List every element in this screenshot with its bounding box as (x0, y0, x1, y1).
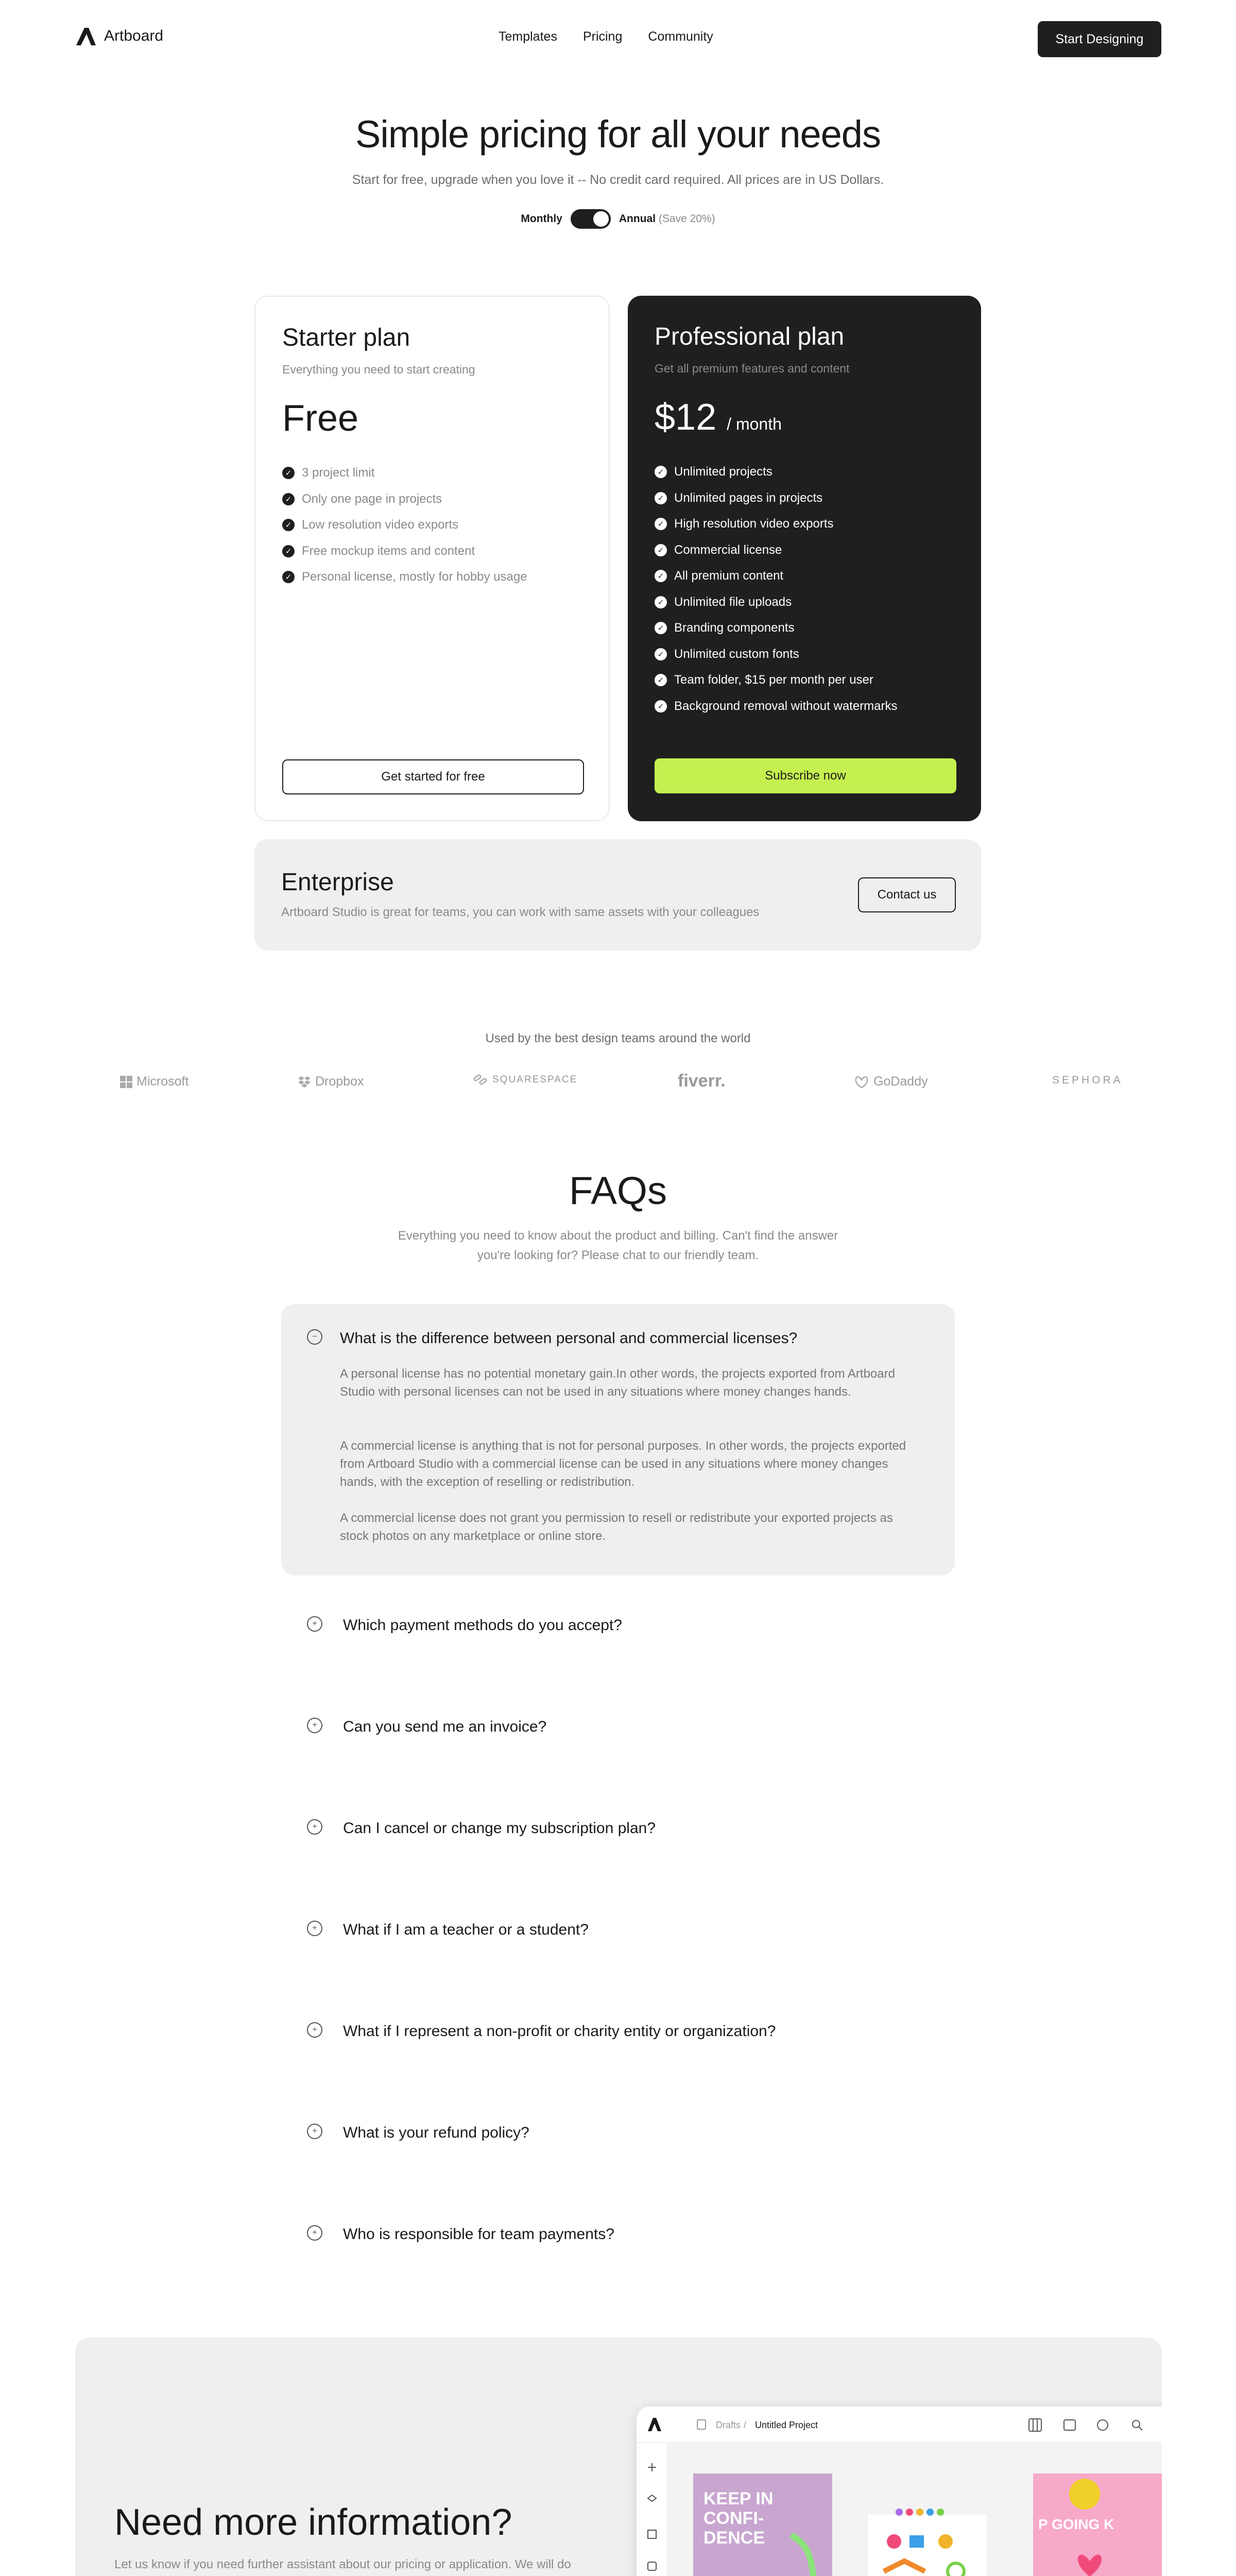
faq-question[interactable]: Which payment methods do you accept? (343, 1617, 622, 1634)
faq-question[interactable]: What if I represent a non-profit or charity entity or organization? (343, 2023, 776, 2040)
enterprise-card (254, 839, 981, 951)
feature-item: ✓ Free mockup items and content (282, 538, 527, 565)
svg-text:CONFI-: CONFI- (703, 2509, 764, 2528)
starter-plan-card (254, 296, 610, 821)
collapse-icon[interactable]: − (307, 1329, 322, 1345)
check-icon: ✓ (282, 545, 295, 557)
page-title: Simple pricing for all your needs (355, 113, 881, 156)
check-icon: ✓ (655, 544, 667, 556)
feature-item: ✓ Unlimited pages in projects (655, 485, 898, 512)
expand-icon[interactable]: + (307, 2124, 322, 2139)
faq-answer-paragraph: A commercial license does not grant you permission to resell or redistribute your exported projects as stock photos on any marketplace or online store. (340, 1511, 893, 1543)
feature-item: ✓ Team folder, $15 per month per user (655, 667, 898, 693)
check-icon: ✓ (655, 518, 667, 530)
feature-item: ✓ Low resolution video exports (282, 512, 527, 538)
check-icon: ✓ (655, 700, 667, 713)
faq-item[interactable] (281, 1708, 955, 1749)
check-icon: ✓ (282, 493, 295, 505)
dropbox-icon (298, 1076, 311, 1088)
expand-icon[interactable]: + (307, 1718, 322, 1733)
svg-text:DENCE: DENCE (703, 2528, 765, 2548)
feature-item: ✓ Background removal without watermarks (655, 693, 898, 720)
subscribe-now-button[interactable]: Subscribe now (655, 758, 956, 793)
check-icon: ✓ (655, 596, 667, 608)
toggle-monthly-label: Monthly (521, 213, 562, 225)
svg-text:/: / (744, 2420, 747, 2430)
expand-icon[interactable]: + (307, 1819, 322, 1835)
page-subtitle: Start for free, upgrade when you love it -- No credit card required. All prices are in US Dollars. (352, 173, 884, 187)
check-icon: ✓ (655, 648, 667, 660)
pro-subtitle: Get all premium features and content (655, 362, 850, 375)
faq-item[interactable] (281, 1911, 955, 1952)
faq-item[interactable] (281, 2114, 955, 2155)
pro-period: / month (727, 415, 782, 433)
faq-item-expanded[interactable] (281, 1304, 955, 1575)
nav-link-community[interactable]: Community (648, 29, 713, 44)
professional-plan-card (628, 296, 981, 821)
feature-item: ✓ Branding components (655, 615, 898, 641)
svg-text:Untitled Project: Untitled Project (755, 2420, 818, 2430)
feature-item: ✓ Unlimited file uploads (655, 589, 898, 616)
nav-links (499, 29, 713, 44)
check-icon: ✓ (282, 519, 295, 531)
feature-item: ✓ Personal license, mostly for hobby usage (282, 564, 527, 590)
brands-heading: Used by the best design teams around the world (485, 1031, 751, 1045)
faq-question[interactable]: What is the difference between personal and commercial licenses? (340, 1330, 798, 1347)
starter-price: Free (282, 398, 359, 439)
brand-logo[interactable] (75, 26, 163, 46)
sticker-sheet (868, 2515, 987, 2576)
faq-title: FAQs (569, 1169, 667, 1213)
artboard-logo-icon (75, 26, 97, 46)
feature-item: ✓ All premium content (655, 563, 898, 589)
check-icon: ✓ (282, 467, 295, 479)
pro-price: $12 / month (655, 397, 782, 438)
faq-answer-paragraph: A commercial license is anything that is not for personal purposes. In other words, the projects exported from Artboard Studio with a commercial license can be used in any situations where money changes hands, with the exception of reselling or redistribution. (340, 1439, 906, 1489)
dropbox-logo: Dropbox (298, 1074, 364, 1089)
top-nav (0, 0, 1236, 77)
microsoft-icon (120, 1076, 132, 1088)
billing-toggle (0, 209, 1236, 229)
feature-item: ✓ Commercial license (655, 537, 898, 564)
sephora-logo: SEPHORA (1052, 1074, 1123, 1086)
faq-item[interactable] (281, 2215, 955, 2257)
pro-features (655, 459, 898, 719)
pro-title: Professional plan (655, 323, 845, 350)
faq-item[interactable] (281, 2012, 955, 2054)
app-preview (637, 2406, 1162, 2576)
faq-subtitle: Everything you need to know about the product and billing. Can't find the answer you're looking for? Please chat to our friendly team. (398, 1229, 838, 1262)
faq-question[interactable]: Can you send me an invoice? (343, 1718, 547, 1735)
side-tools (648, 2463, 657, 2576)
brand-name: Artboard (104, 27, 164, 44)
faq-item[interactable] (281, 1809, 955, 1851)
faq-question[interactable]: Can I cancel or change my subscription plan? (343, 1820, 656, 1837)
feature-item: ✓ 3 project limit (282, 460, 527, 486)
faq-question[interactable]: What is your refund policy? (343, 2124, 529, 2141)
check-icon: ✓ (655, 622, 667, 634)
check-icon: ✓ (655, 492, 667, 504)
contact-us-button[interactable]: Contact us (858, 877, 956, 912)
check-icon: ✓ (282, 571, 295, 583)
billing-switch[interactable] (571, 209, 611, 229)
squarespace-icon (473, 1074, 488, 1086)
toggle-annual-label: Annual (619, 213, 656, 225)
expand-icon[interactable]: + (307, 1921, 322, 1936)
expand-icon[interactable]: + (307, 2225, 322, 2241)
nav-link-templates[interactable]: Templates (499, 29, 557, 44)
enterprise-title: Enterprise (281, 869, 394, 896)
faq-item[interactable] (281, 1606, 955, 1648)
expand-icon[interactable]: + (307, 2022, 322, 2038)
feature-item: ✓ Unlimited custom fonts (655, 641, 898, 668)
svg-text:P GOING K: P GOING K (1038, 2516, 1114, 2532)
start-designing-button[interactable]: Start Designing (1038, 21, 1161, 57)
godaddy-icon (854, 1075, 869, 1089)
faq-question[interactable]: What if I am a teacher or a student? (343, 1921, 589, 1938)
nav-link-pricing[interactable]: Pricing (582, 29, 623, 44)
squarespace-logo: SQUARESPACE (473, 1074, 577, 1086)
check-icon: ✓ (655, 570, 667, 582)
enterprise-subtitle: Artboard Studio is great for teams, you can work with same assets with your colleagues (281, 905, 760, 919)
starter-features (282, 460, 527, 590)
faq-question[interactable]: Who is responsible for team payments? (343, 2226, 614, 2243)
expand-icon[interactable]: + (307, 1616, 322, 1632)
microsoft-logo: Microsoft (120, 1074, 188, 1089)
feature-item: ✓ Unlimited projects (655, 459, 898, 485)
get-started-free-button[interactable]: Get started for free (282, 759, 584, 794)
svg-text:KEEP IN: KEEP IN (703, 2489, 774, 2509)
svg-text:Drafts: Drafts (716, 2420, 741, 2430)
cta-title: Need more information? (114, 2502, 512, 2543)
cta-section (75, 2337, 1162, 2576)
cta-text: Let us know if you need further assistant about our pricing or application. We will do (114, 2557, 571, 2571)
check-icon: ✓ (655, 466, 667, 478)
starter-title: Starter plan (282, 324, 410, 351)
fiverr-logo: fiverr. (678, 1071, 726, 1091)
save-note: (Save 20%) (658, 213, 715, 225)
check-icon: ✓ (655, 674, 667, 686)
feature-item: ✓ Only one page in projects (282, 486, 527, 513)
feature-item: ✓ High resolution video exports (655, 511, 898, 537)
starter-subtitle: Everything you need to start creating (282, 363, 475, 376)
faq-answer-paragraph: A personal license has no potential monetary gain.In other words, the projects exported from Artboard Studio with personal licenses can not be used in any situations where money changes hands. (340, 1367, 895, 1399)
godaddy-logo: GoDaddy (854, 1074, 928, 1089)
